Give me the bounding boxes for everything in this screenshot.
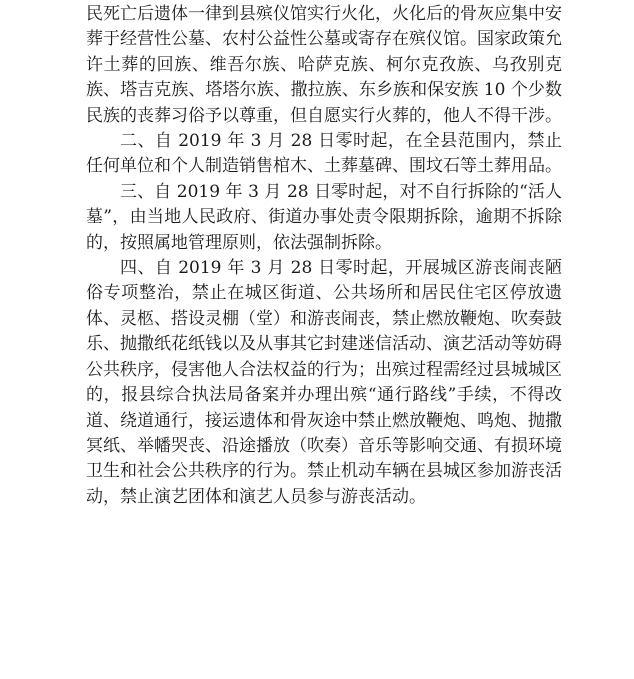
paragraph-continuation: 民死亡后遗体一律到县殡仪馆实行火化，火化后的骨灰应集中安葬于经营性公墓、农村公益性公墓或寄存在殡仪馆。国家政策允许土葬的回族、维吾尔族、哈萨克族、柯尔克孜族、乌孜别克族、塔吉克族、塔塔尔族、撒拉族、东乡族和保安族 10 个少数民族的丧葬习俗予以尊重，但自愿实行火葬的，他人不得干涉。 xyxy=(86,4,562,126)
paragraph-item-2: 二、自 2019 年 3 月 28 日零时起，在全县范围内，禁止任何单位和个人制造销售棺木、土葬墓碑、围坟石等土葬用品。 xyxy=(86,131,562,177)
paragraph-item-3: 三、自 2019 年 3 月 28 日零时起，对不自行拆除的“活人墓”，由当地人民政府、街道办事处责令限期拆除，逾期不拆除的，按照属地管理原则，依法强制拆除。 xyxy=(86,181,562,253)
paragraph-item-4: 四、自 2019 年 3 月 28 日零时起，开展城区游丧闹丧陋俗专项整治，禁止在城区街道、公共场所和居民住宅区停放遗体、灵柩、搭设灵棚（堂）和游丧闹丧，禁止燃放鞭炮、吹奏鼓乐、抛撒纸花纸钱以及从事其它封建迷信活动、演艺活动等妨碍公共秩序，侵害他人合法权益的行为；出殡过程需经过县城城区的，报县综合执法局备案并办理出殡“通行路线”手续，不得改道、绕道通行，接运遗体和骨灰途中禁止燃放鞭炮、鸣炮、抛撒冥纸、举幡哭丧、沿途播放（吹奏）音乐等影响交通、有损环境卫生和社会公共秩序的行为。禁止机动车辆在县城区参加游丧活动，禁止演艺团体和演艺人员参与游丧活动。 xyxy=(86,258,562,507)
